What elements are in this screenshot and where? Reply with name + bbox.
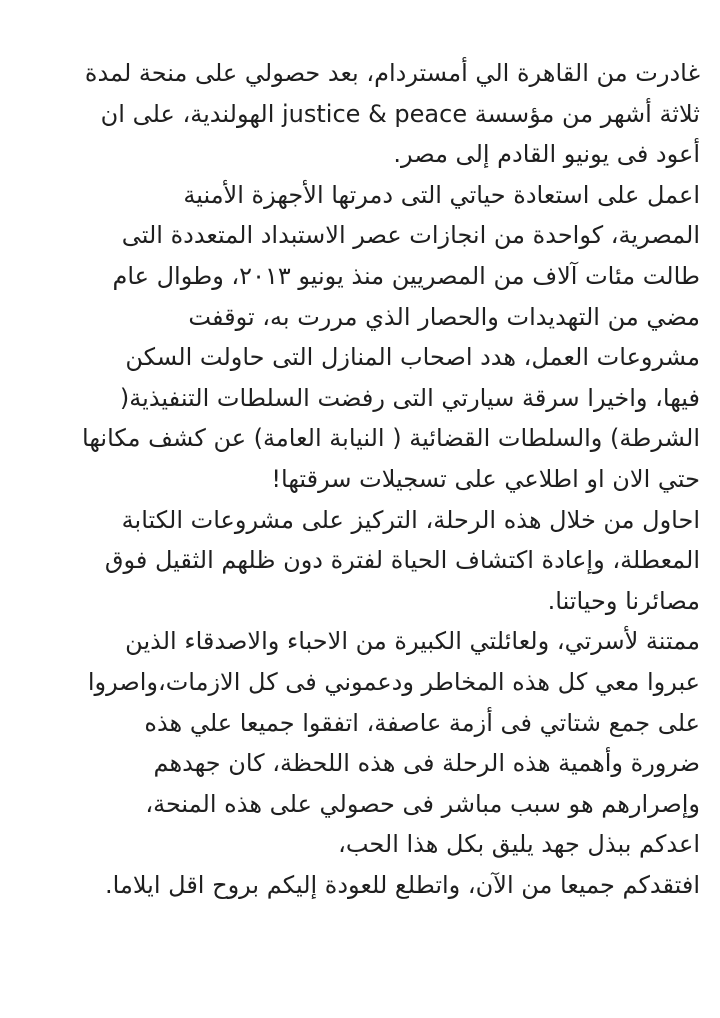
text-line: وإصرارهم هو سبب مباشر فى حصولي على هذه المنحة، [145, 789, 700, 818]
text-line: المصرية، كواحدة من انجازات عصر الاستبداد المتعددة التى [121, 221, 700, 250]
text-line: ممتنة لأسرتي، ولعائلتي الكبيرة من الاحباء والاصدقاء الذين [125, 627, 700, 656]
text-line: ثلاثة أشهر من مؤسسة justice & peace الهولندية، على ان [100, 99, 700, 128]
text-line: المعطلة، وإعادة اكتشاف الحياة لفترة دون ظلهم الثقيل فوق [104, 546, 700, 575]
text-line: افتقدكم جميعا من الآن، واتطلع للعودة إليكم بروح اقل ايلاما. [105, 870, 700, 899]
text-line: اعدكم ببذل جهد يليق بكل هذا الحب، [338, 830, 700, 859]
text-line: ضرورة وأهمية هذه الرحلة فى هذه اللحظة، كان جهدهم [153, 749, 700, 778]
text-line: عبروا معي كل هذه المخاطر ودعموني فى كل الازمات،واصروا [87, 667, 700, 696]
text-line: مضي من التهديدات والحصار الذي مررت به، توقفت [188, 302, 700, 331]
text-line: مصائرنا وحياتنا. [547, 586, 700, 615]
text-line: مشروعات العمل، هدد اصحاب المنازل التى حاولت السكن [125, 343, 700, 372]
text-line: غادرت من القاهرة الي أمستردام، بعد حصولي على منحة لمدة [84, 59, 700, 87]
text-line: اعمل على استعادة حياتي التى دمرتها الأجهزة الأمنية [183, 180, 700, 209]
text-line: طالت مئات آلاف من المصريين منذ يونيو ٢٠١٣، وطوال عام [112, 261, 700, 290]
document-text [40, 53, 700, 905]
text-line: احاول من خلال هذه الرحلة، التركيز على مشروعات الكتابة [121, 505, 700, 534]
text-line: الشرطة) والسلطات القضائية ( النيابة العامة) عن كشف مكانها [82, 424, 700, 453]
text-line: على جمع شتاتي فى أزمة عاصفة، اتفقوا جميعا علي هذه [144, 708, 700, 737]
text-line: أعود فى يونيو القادم إلى مصر. [393, 140, 700, 169]
text-line: حتي الان او اطلاعي على تسجيلات سرقتها! [271, 464, 700, 493]
text-line: فيها، واخيرا سرقة سيارتي التى رفضت السلطات التنفيذية( [119, 383, 700, 412]
